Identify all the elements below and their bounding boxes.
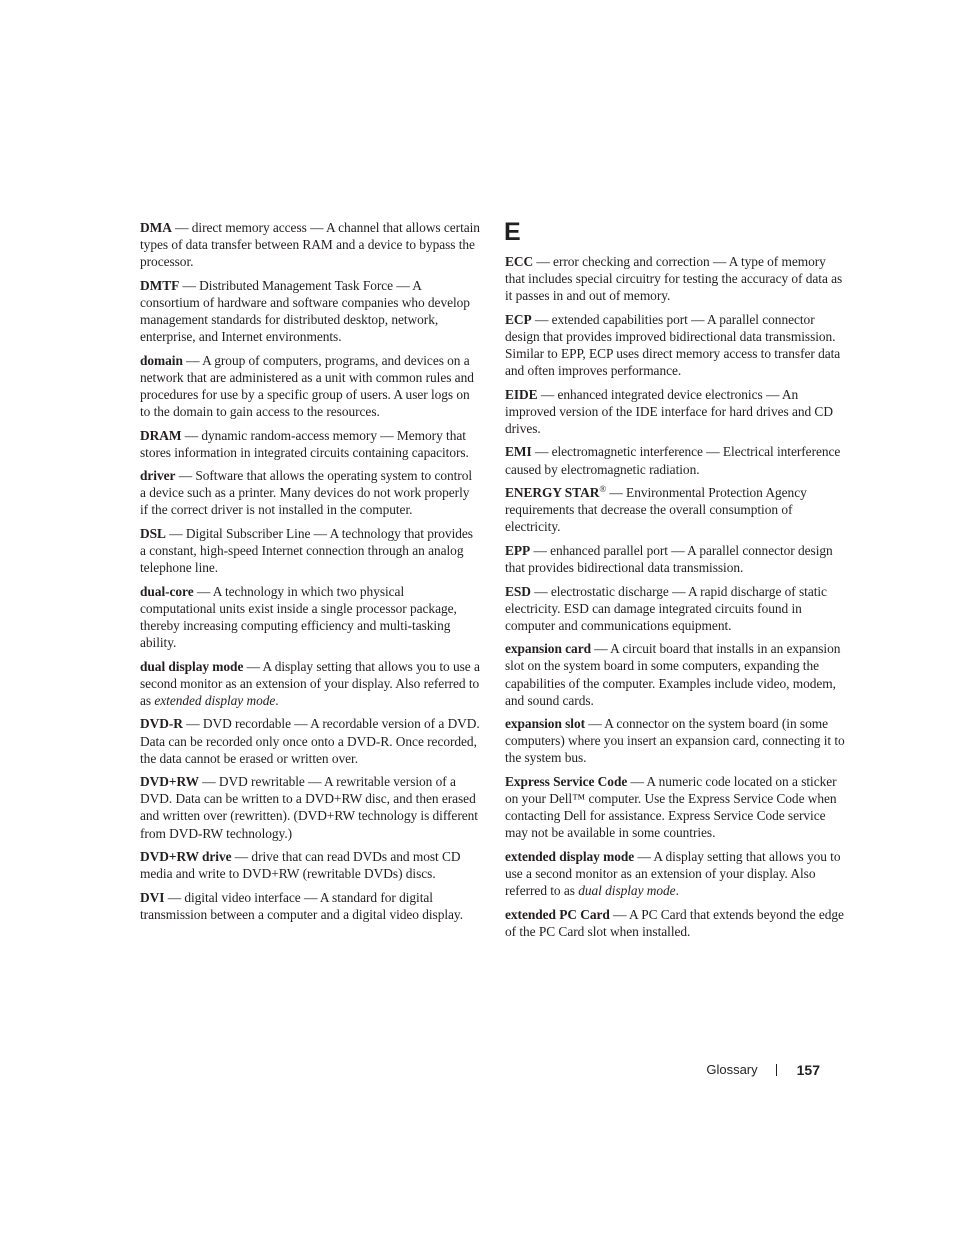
- glossary-term: DVD+RW: [140, 774, 199, 790]
- glossary-definition: — A PC Card that extends beyond the edge of the PC Card slot when installed.: [505, 906, 844, 939]
- glossary-definition: — A group of computers, programs, and devices on a network that are administered as a unit with common rules and procedures for use by a specific group of users. A user logs on to the domain to gain access to the resources.: [140, 352, 474, 419]
- glossary-definition: — A numeric code located on a sticker on your Dell™ computer. Use the Express Service Code when contacting Dell for assistance. Express Service Code service may not be available in some countries.: [505, 774, 837, 841]
- cross-reference-term: extended display mode: [154, 692, 276, 708]
- glossary-entry: [505, 773, 845, 841]
- glossary-entry: [505, 311, 845, 379]
- glossary-definition: — error checking and correction — A type of memory that includes special circuitry for testing the accuracy of data as it passes in and out of memory.: [505, 254, 843, 304]
- glossary-definition: — electromagnetic interference — Electrical interference caused by electromagnetic radiation.: [505, 444, 841, 477]
- glossary-definition: — A connector on the system board (in some computers) where you insert an expansion card, connecting it to the system bus.: [505, 716, 845, 766]
- glossary-entry: [140, 352, 480, 420]
- right-column: [505, 219, 845, 946]
- glossary-entry: [140, 427, 480, 461]
- glossary-entry: [140, 715, 480, 766]
- glossary-term: dual display mode: [140, 658, 244, 674]
- glossary-definition: — Digital Subscriber Line — A technology that provides a constant, high-speed Internet connection through an analog telephone line.: [140, 526, 473, 576]
- glossary-definition: — A display setting that allows you to use a second monitor as an extension of your display. Also referred to as: [505, 848, 841, 899]
- glossary-term: DRAM: [140, 427, 182, 443]
- glossary-definition: — Distributed Management Task Force — A consortium of hardware and software companies who develop management standards for distributed desktop, network, enterprise, and Internet environments.: [140, 277, 470, 345]
- glossary-definition: — digital video interface — A standard for digital transmission between a computer and a digital video display.: [140, 889, 464, 922]
- glossary-definition: — enhanced integrated device electronics — An improved version of the IDE interface for hard drives and CD drives.: [505, 386, 833, 436]
- glossary-term: EMI: [505, 444, 532, 460]
- glossary-entry: [505, 583, 845, 634]
- page-footer: [706, 1061, 820, 1079]
- glossary-entry: [505, 848, 845, 899]
- glossary-entry: [140, 583, 480, 651]
- glossary-entry: [505, 386, 845, 437]
- glossary-entry: [140, 848, 480, 882]
- glossary-entry: [505, 715, 845, 766]
- glossary-definition: — Environmental Protection Agency requirements that decrease the overall consumption of electricity.: [505, 485, 807, 535]
- glossary-term: dual-core: [140, 583, 194, 599]
- glossary-term: DVD-R: [140, 716, 183, 732]
- glossary-term: EPP: [505, 542, 531, 558]
- glossary-definition: — Software that allows the operating system to control a device such as a printer. Many devices do not work properly if the correct driver is not installed in the computer.: [140, 468, 473, 518]
- glossary-term: domain: [140, 352, 183, 368]
- registered-mark: ®: [599, 484, 607, 495]
- glossary-term: expansion slot: [505, 716, 586, 732]
- glossary-term: Express Service Code: [505, 774, 628, 790]
- glossary-entry: [140, 525, 480, 576]
- glossary-definition: — electrostatic discharge — A rapid discharge of static electricity. ESD can damage integrated circuits found in computer and communications equipment.: [505, 583, 827, 633]
- glossary-term: extended display mode: [505, 848, 635, 864]
- glossary-entry: [505, 640, 845, 708]
- glossary-term: DVD+RW drive: [140, 849, 232, 865]
- glossary-entry: [505, 253, 845, 304]
- glossary-term: DMA: [140, 220, 172, 235]
- glossary-definition: — A technology in which two physical computational units exist inside a single processor package, thereby increasing computing efficiency and multi-tasking ability.: [140, 583, 457, 651]
- footer-section-label: Glossary: [706, 1062, 758, 1077]
- glossary-entry: [140, 773, 480, 841]
- glossary-definition: — A circuit board that installs in an expansion slot on the system board in some computers, expanding the capabilities of the computer. Examples include video, modem, and sound cards.: [505, 641, 841, 708]
- footer-separator: [776, 1064, 777, 1076]
- glossary-term: DSL: [140, 526, 166, 541]
- section-letter-heading: E: [504, 218, 521, 246]
- glossary-entry: [140, 658, 480, 709]
- glossary-entry: [505, 443, 845, 477]
- glossary-term: DVI: [140, 889, 165, 905]
- glossary-term: DMTF: [140, 277, 180, 293]
- definition-tail: .: [675, 883, 679, 899]
- glossary-entry: [140, 277, 480, 345]
- definition-tail: .: [275, 692, 279, 708]
- glossary-entry: [505, 484, 845, 535]
- page-number: 157: [796, 1062, 820, 1078]
- glossary-term: ESD: [505, 583, 531, 599]
- glossary-term: ENERGY STAR: [505, 485, 600, 501]
- cross-reference-term: dual display mode: [578, 883, 676, 899]
- glossary-term: extended PC Card: [505, 906, 610, 922]
- glossary-entry: [140, 467, 480, 518]
- glossary-entry: [140, 219, 480, 270]
- glossary-definition: — direct memory access — A channel that allows certain types of data transfer between RAM and a device to bypass the processor.: [140, 220, 480, 270]
- glossary-definition: — DVD rewritable — A rewritable version of a DVD. Data can be written to a DVD+RW disc, and then erased and written over (rewritten). (DVD+RW technology is different from DVD-RW technology.): [140, 774, 478, 841]
- glossary-term: ECP: [505, 311, 532, 327]
- glossary-definition: — enhanced parallel port — A parallel connector design that provides bidirectional data transmission.: [505, 542, 833, 575]
- glossary-term: ECC: [505, 254, 534, 269]
- glossary-definition: — DVD recordable — A recordable version of a DVD. Data can be recorded only once onto a DVD-R. Once recorded, the data cannot be erased or written over.: [140, 716, 480, 766]
- left-column: [140, 219, 480, 929]
- glossary-entry: [140, 889, 480, 923]
- glossary-entry: [505, 906, 845, 940]
- right-entries: [505, 253, 845, 940]
- glossary-definition: — drive that can read DVDs and most CD media and write to DVD+RW (rewritable DVDs) discs.: [140, 849, 461, 882]
- glossary-definition: — dynamic random-access memory — Memory that stores information in integrated circuits containing capacitors.: [140, 427, 469, 460]
- glossary-term: expansion card: [505, 641, 591, 657]
- glossary-definition: — extended capabilities port — A parallel connector design that provides improved bidirectional data transmission. Similar to EPP, ECP uses direct memory access to transfer data and often improves performance.: [505, 311, 841, 379]
- glossary-entry: [505, 542, 845, 576]
- glossary-term: EIDE: [505, 386, 538, 402]
- glossary-definition: — A display setting that allows you to use a second monitor as an extension of your display. Also referred to as: [140, 658, 480, 708]
- glossary-term: driver: [140, 468, 176, 484]
